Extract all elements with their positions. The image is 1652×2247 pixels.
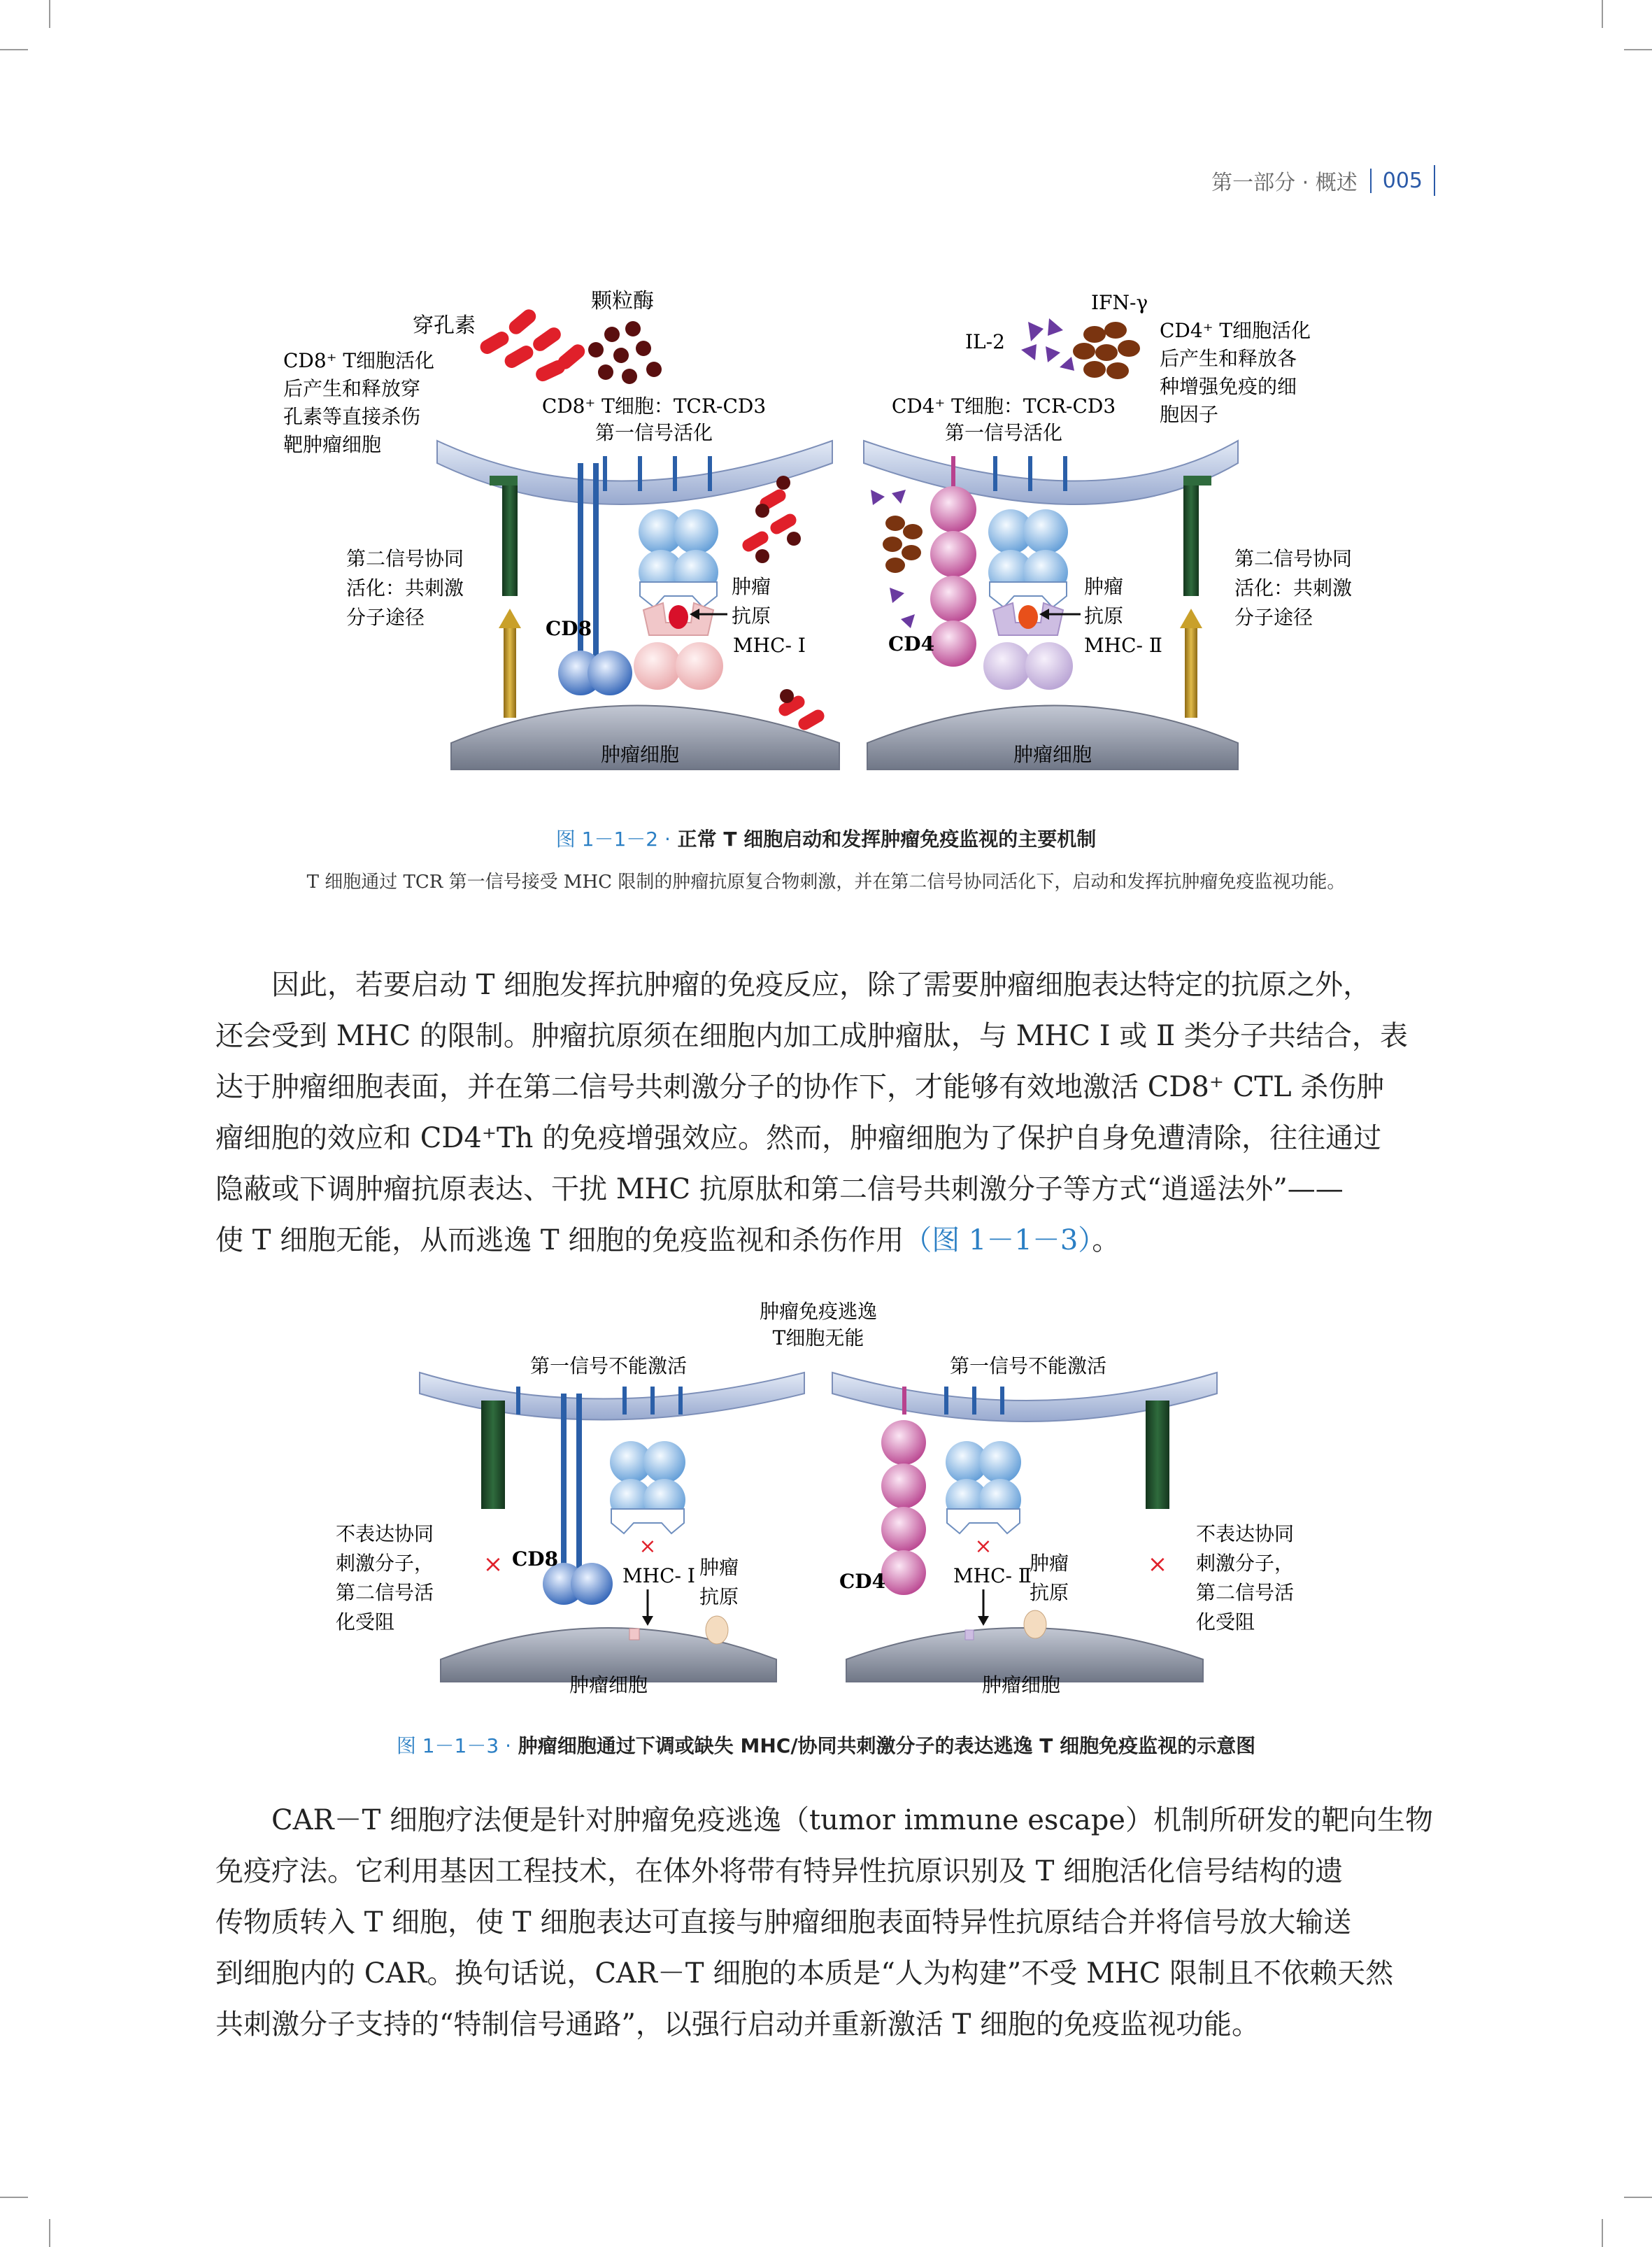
paragraph-line: 瘤细胞的效应和 CD4⁺Th 的免疫增强效应。然而，肿瘤细胞为了保护自身免遭清除，往往通过 <box>215 1122 1382 1154</box>
costim-receptor <box>481 1401 505 1509</box>
section-title: 第一部分 · 概述 <box>1211 171 1358 195</box>
tcr-domain <box>674 509 718 554</box>
costim-arrow-head <box>499 609 521 628</box>
granzyme-granule <box>604 327 620 342</box>
cd8-desc-line1: CD8⁺ T细胞活化 <box>283 349 435 372</box>
costim-receptor-cap <box>490 476 518 485</box>
cd4-desc-line1: CD4⁺ T细胞活化 <box>1160 319 1311 342</box>
antigen-label-line2: 抗原 <box>1084 604 1124 628</box>
signal2-label-line2: 活化：共刺激 <box>1234 576 1353 600</box>
antigen-label-line1: 肿瘤 <box>699 1556 739 1579</box>
paragraph-line: 因此，若要启动 T 细胞发挥抗肿瘤的免疫反应，除了需要肿瘤细胞表达特定的抗原之外， <box>271 969 1372 1001</box>
cd8-domain <box>588 651 632 695</box>
cd3-chain <box>673 456 677 491</box>
cd3-chain <box>516 1387 520 1415</box>
granzyme-granule <box>625 321 641 336</box>
tcr-binding-site <box>947 1509 1020 1533</box>
figure-2-caption <box>0 1731 1652 1759</box>
paragraph-line-last <box>215 1215 1437 1266</box>
cd4-domain <box>881 1463 926 1508</box>
paragraph-line: 到细胞内的 CAR。换句话说，CAR－T 细胞的本质是“人为构建”不受 MHC 限制且不依赖天然 <box>215 1957 1394 1990</box>
cd4-domain <box>930 621 976 667</box>
cd8-desc-line4: 靶肿瘤细胞 <box>283 433 382 456</box>
cd4-domain <box>881 1507 926 1552</box>
signal1-label-line1: CD4⁺ T细胞：TCR-CD3 <box>891 395 1116 418</box>
tumor-antigen <box>706 1616 728 1644</box>
tumor-cell-label: 肿瘤细胞 <box>600 743 680 766</box>
perforin-molecule <box>506 306 539 337</box>
figure-1-1-2 <box>280 280 1441 784</box>
figure-1-number: 图 1－1－2 · <box>555 828 671 851</box>
tumor-cell-label: 肿瘤细胞 <box>1013 743 1092 766</box>
no-costim-desc-line2: 刺激分子， <box>1196 1552 1295 1575</box>
crop-mark <box>1624 2197 1652 2198</box>
perforin-molecule <box>796 707 827 732</box>
mhc-ii-label: MHC- Ⅱ <box>1084 634 1162 657</box>
figure-1-caption <box>0 824 1652 852</box>
cd4-label: CD4 <box>888 632 935 655</box>
cd8-desc-line3: 孔素等直接杀伤 <box>283 405 421 428</box>
costim-receptor <box>502 480 518 596</box>
tumor-cell-label: 肿瘤细胞 <box>981 1673 1061 1696</box>
cd4-domain <box>881 1420 926 1465</box>
tcr-domain <box>1023 509 1068 554</box>
cd3-chain <box>993 456 997 491</box>
signal2-label-line2: 活化：共刺激 <box>346 576 464 600</box>
granzyme-granule <box>646 362 662 377</box>
header-rule <box>1434 165 1435 196</box>
granzyme-granule <box>755 549 769 563</box>
cytokine <box>1095 344 1118 361</box>
body-paragraph-1 <box>215 960 1437 1266</box>
mhc-missing-cross: × <box>974 1534 992 1559</box>
mhc-i-domain <box>634 642 681 690</box>
perforin-molecule <box>478 329 511 356</box>
cytokine <box>1118 340 1140 357</box>
t-cell-membrane <box>420 1373 804 1420</box>
no-costim-desc-line1: 不表达协同 <box>336 1522 434 1545</box>
perforin-label: 穿孔素 <box>413 313 476 338</box>
tcr-binding-site <box>611 1509 684 1533</box>
il2-molecule <box>892 490 906 504</box>
mhc-ii-remnant <box>965 1630 974 1640</box>
il2-molecule <box>871 490 885 505</box>
cytokine <box>885 516 905 531</box>
crop-mark <box>1624 49 1652 50</box>
cd8-desc-line2: 后产生和释放穿 <box>283 377 421 400</box>
crop-mark <box>1602 2219 1603 2247</box>
cd8-label: CD8 <box>512 1547 559 1571</box>
mhc-i-domain <box>676 642 723 690</box>
signal2-label-line3: 分子途径 <box>346 606 425 629</box>
figure-1-title: 正常 T 细胞启动和发挥肿瘤免疫监视的主要机制 <box>677 828 1097 851</box>
no-costim-desc-line4: 化受阻 <box>336 1610 395 1633</box>
cd4-desc-line3: 种增强免疫的细 <box>1160 375 1297 398</box>
mhc-i-label: MHC- Ⅰ <box>622 1564 695 1587</box>
cd3-chain <box>1000 1387 1004 1415</box>
signal2-label-line3: 分子途径 <box>1234 606 1313 629</box>
granzyme-granule <box>787 532 801 546</box>
right-panel <box>864 291 1352 770</box>
il2-molecule <box>1046 346 1060 362</box>
signal2-label-line1: 第二信号协同 <box>346 547 464 570</box>
figure-1-subcaption: T 细胞通过 TCR 第一信号接受 MHC 限制的肿瘤抗原复合物刺激，并在第二信号协同活化下，启动和发挥抗肿瘤免疫监视功能。 <box>306 872 1346 893</box>
cd3-chain <box>1028 456 1032 491</box>
perforin-molecule <box>530 325 564 354</box>
tumor-antigen-peptide <box>1018 605 1038 629</box>
paragraph-line: 隐蔽或下调肿瘤抗原表达、干扰 MHC 抗原肽和第二信号共刺激分子等方式“逍遥法外”—— <box>215 1173 1344 1205</box>
perforin-molecule <box>502 343 536 370</box>
figure-2-number: 图 1－1－3 · <box>396 1734 511 1757</box>
antigen-label-line1: 肿瘤 <box>732 575 771 598</box>
crop-mark <box>49 2219 50 2247</box>
granzyme-label: 颗粒酶 <box>591 289 654 313</box>
paragraph-line: CAR－T 细胞疗法便是针对肿瘤免疫逃逸（tumor immune escape）机制所研发的靶向生物 <box>271 1804 1433 1836</box>
no-costim-desc-line3: 第二信号活 <box>1196 1581 1295 1604</box>
escape-label-line1: 肿瘤免疫逃逸 <box>759 1300 878 1323</box>
mhc-i-label: MHC- Ⅰ <box>733 634 806 657</box>
mhc-i-remnant <box>629 1629 639 1640</box>
cytokine <box>1106 362 1129 379</box>
tumor-cell-label: 肿瘤细胞 <box>569 1673 648 1696</box>
left-panel <box>283 289 839 770</box>
il2-molecule <box>890 588 904 603</box>
figure-reference-link[interactable]: （图 1－1－3） <box>904 1224 1092 1256</box>
il2-molecule <box>1048 318 1063 336</box>
figure-1-1-3 <box>329 1296 1336 1701</box>
cd4-domain <box>881 1550 926 1595</box>
escape-label-line2: T细胞无能 <box>772 1326 864 1349</box>
tcr-binding-site <box>640 582 717 607</box>
costim-receptor <box>1146 1401 1169 1509</box>
antigen-label-line1: 肿瘤 <box>1030 1552 1069 1575</box>
ifn-gamma-label: IFN-γ <box>1091 291 1148 314</box>
mhc-missing-cross: × <box>639 1534 657 1559</box>
tumor-antigen <box>1024 1610 1046 1638</box>
il2-molecule <box>1060 357 1074 371</box>
signal1-fail-label: 第一信号不能激活 <box>529 1354 688 1377</box>
cd4-label: CD4 <box>839 1570 886 1593</box>
crop-mark <box>49 0 50 28</box>
no-costim-desc-line2: 刺激分子， <box>336 1552 434 1575</box>
costim-ligand <box>1185 628 1197 718</box>
granzyme-granule <box>622 369 637 384</box>
downregulation-arrow-head <box>978 1616 989 1626</box>
cd3-chain <box>622 1387 627 1415</box>
cd3-chain <box>678 1387 683 1415</box>
granzyme-granule <box>613 348 629 363</box>
tcr-binding-site <box>990 582 1067 607</box>
costim-arrow-head <box>1180 609 1202 628</box>
no-costim-cross: × <box>483 1550 504 1578</box>
page-number: 005 <box>1370 169 1423 193</box>
paragraph-line: 共刺激分子支持的“特制信号通路”，以强行启动并重新激活 T 细胞的免疫监视功能。 <box>215 2008 1260 2041</box>
mhc-ii-domain <box>1025 642 1073 690</box>
signal1-label-line2: 第一信号活化 <box>944 421 1063 444</box>
running-header <box>1211 165 1435 196</box>
signal2-label-line1: 第二信号协同 <box>1234 547 1353 570</box>
cd4-domain <box>930 486 976 532</box>
figure-2-title: 肿瘤细胞通过下调或缺失 MHC/协同共刺激分子的表达逃逸 T 细胞免疫监视的示意图 <box>518 1734 1256 1757</box>
granzyme-granule <box>776 476 790 490</box>
cd3-chain <box>944 1387 948 1415</box>
cd4-desc-line2: 后产生和释放各 <box>1160 347 1297 370</box>
granzyme-granule <box>588 342 604 357</box>
perforin-molecule <box>740 529 771 554</box>
cytokine <box>885 558 905 573</box>
granzyme-granule <box>780 689 794 703</box>
t-cell-membrane <box>864 441 1238 504</box>
cd3-chain <box>902 1387 906 1415</box>
granzyme-granule <box>636 341 651 356</box>
cd4-domain <box>930 576 976 622</box>
cd4-desc-line4: 胞因子 <box>1160 403 1219 426</box>
crop-mark <box>1602 0 1603 28</box>
signal1-label-line1: CD8⁺ T细胞：TCR-CD3 <box>541 395 767 418</box>
cytokine <box>903 524 923 539</box>
cd3-chain <box>638 456 642 491</box>
cd3-chain <box>972 1387 976 1415</box>
cd3-chain <box>650 1387 655 1415</box>
paragraph-line: 还会受到 MHC 的限制。肿瘤抗原须在细胞内加工成肿瘤肽，与 MHC Ⅰ 或 Ⅱ 类分子共结合，表 <box>215 1020 1408 1052</box>
antigen-label-line2: 抗原 <box>1030 1581 1069 1604</box>
cd8-domain <box>571 1563 613 1605</box>
il2-molecule <box>901 614 915 628</box>
cd4-domain <box>930 531 976 577</box>
paragraph-end: 。 <box>1092 1224 1120 1256</box>
il2-label: IL-2 <box>965 330 1005 353</box>
downregulation-arrow-head <box>642 1616 653 1626</box>
cytokine <box>1073 343 1095 360</box>
mhc-ii-domain <box>983 642 1031 690</box>
antigen-label-line2: 抗原 <box>699 1585 739 1608</box>
cd3-chain <box>951 456 955 491</box>
paragraph-line: 达于肿瘤细胞表面，并在第二信号共刺激分子的协作下，才能够有效地激活 CD8⁺ CTL 杀伤肿 <box>215 1071 1385 1103</box>
il2-molecule <box>1021 344 1037 360</box>
tcr-domain <box>979 1441 1021 1483</box>
cytokine <box>1083 326 1106 343</box>
cd3-chain <box>1063 456 1067 491</box>
tcr-domain <box>643 1441 685 1483</box>
body-paragraph-2 <box>215 1795 1437 2050</box>
cytokine <box>1104 322 1127 339</box>
cd3-chain <box>603 456 607 491</box>
antigen-label-line2: 抗原 <box>732 604 771 628</box>
costim-receptor-cap <box>1183 476 1211 485</box>
no-costim-desc-line3: 第二信号活 <box>336 1581 434 1604</box>
paragraph-text: 使 T 细胞无能，从而逃逸 T 细胞的免疫监视和杀伤作用 <box>215 1224 904 1256</box>
crop-mark <box>0 2197 28 2198</box>
costim-receptor <box>1183 480 1199 596</box>
cd8-label: CD8 <box>546 617 592 640</box>
no-costim-desc-line1: 不表达协同 <box>1196 1522 1295 1545</box>
signal1-label-line2: 第一信号活化 <box>594 421 713 444</box>
crop-mark <box>0 49 28 50</box>
costim-ligand <box>504 628 516 718</box>
signal1-fail-label: 第一信号不能激活 <box>949 1354 1107 1377</box>
cytokine <box>883 537 902 552</box>
granzyme-granule <box>598 364 613 380</box>
granzyme-granule <box>755 504 769 518</box>
cytokine <box>902 545 921 560</box>
paragraph-line: 传物质转入 T 细胞，使 T 细胞表达可直接与肿瘤细胞表面特异性抗原结合并将信号放大输送 <box>215 1906 1352 1938</box>
no-costim-desc-line4: 化受阻 <box>1196 1610 1255 1633</box>
antigen-label-line1: 肿瘤 <box>1084 575 1124 598</box>
mhc-ii-label: MHC- Ⅱ <box>953 1564 1032 1587</box>
paragraph-line: 免疫疗法。它利用基因工程技术，在体外将带有特异性抗原识别及 T 细胞活化信号结构的遗 <box>215 1855 1344 1887</box>
il2-molecule <box>1028 322 1044 341</box>
no-costim-cross: × <box>1147 1550 1168 1578</box>
cytokine <box>1083 361 1106 378</box>
cd3-chain <box>708 456 712 491</box>
tumor-antigen-peptide <box>669 605 688 629</box>
